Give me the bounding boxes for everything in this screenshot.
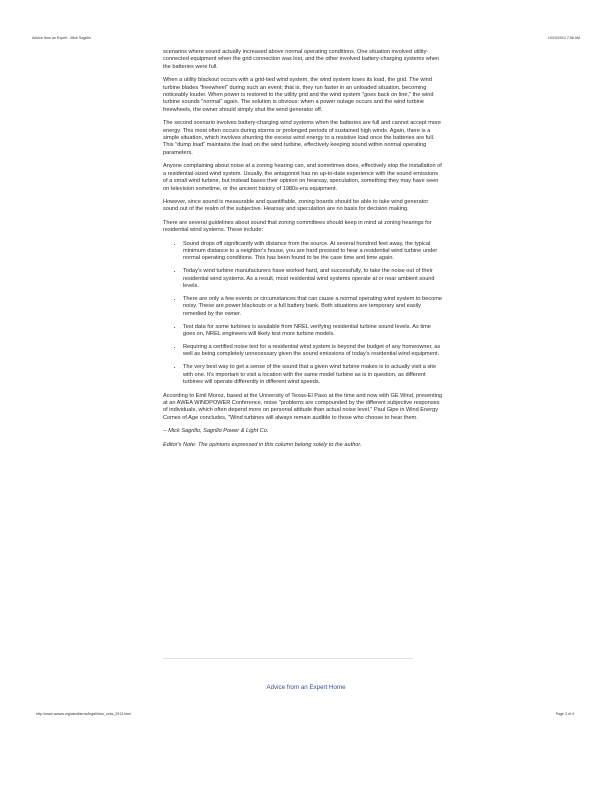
footer-page-number: Page 3 of 4 xyxy=(555,712,574,716)
print-footer xyxy=(36,712,574,720)
divider xyxy=(163,658,413,659)
list-item: • Requiring a certified noise test for a residential wind system is beyond the budget of any homeowner, as well as being completely unnecessary given the sound emissions of today's residential wind equipment. xyxy=(183,344,443,359)
byline: -- Mick Sagrillo, Sagrillo Power & Light Co. xyxy=(163,428,269,435)
list-item: • There are only a few events or circumstances that can cause a normal operating wind system to become noisy. These are power blackouts or a full battery bank. Both situations are temporary and easily remedied by the owner. xyxy=(183,296,443,318)
paragraph: When a utility blackout occurs with a grid-tied wind system, the wind system loses its load, the grid. The wind turbine blades "freewheel" during such an event; that is, they run faster in an unloaded situation, becoming noticeably louder. When power is restored to the utility grid and the wind system "goes back on line," the wind turbine sounds "normal" again. The solution is obvious: when a power outage occurs and the wind turbine freewheels, the owner should simply shut the wind generator off. xyxy=(163,77,434,113)
home-link[interactable]: Advice from an Expert Home xyxy=(266,684,346,691)
paragraph: However, since sound is measurable and quantifiable, zoning boards should be able to take wind generator sound out of the realm of the subjective. Hearsay and speculation are no basis for decision making. xyxy=(163,198,429,213)
print-header xyxy=(32,36,580,44)
article-body xyxy=(163,49,443,455)
paragraph: scenarios where sound actually increased above normal operating conditions. One situation involved utility-connected equipment when the grid connection was lost, and the other involved battery-charging systems when the batteries were full. xyxy=(163,49,440,70)
guidelines-list xyxy=(163,241,443,387)
header-title: Advice from an Expert - Mick Sagrillo xyxy=(32,36,91,40)
paragraph: According to Emil Moroz, based at the University of Texas-El Paso at the time and now with GE Wind, presenting at an AWEA WINDPOWER Conference, noise "problems are compounded by the different subjective responses of individuals, which often depend more on personal attitude than actual noise level." Paul Gipe in Wind Energy Comes of Age concludes, "Wind turbines will always remain audible to those who choose to hear them. xyxy=(163,392,443,421)
list-item: • Sound drops off significantly with distance from the source. At several hundred feet away, the typical minimum distance to a neighbor's house, you are hard pressed to hear a residential wind turbine under normal operating conditions. This has been found to be the case time and time again. xyxy=(183,241,443,263)
list-item: • Today's wind turbine manufacturers have worked hard, and successfully, to take the noise out of their residential wind systems. As a result, most residential wind systems operate at or near ambient sound levels. xyxy=(183,268,443,290)
paragraph: Anyone complaining about noise at a zoning hearing can, and sometimes does, effectively stop the installation of a residential-sized wind system. Usually, the antagonist has no up-to-date experience with the sound emissions of a small wind turbine, but instead bases their opinion on hearsay, speculation, something they may have seen on television sometime, or the ancient history of 1980s-era equipment. xyxy=(163,163,442,192)
list-item: • The very best way to get a sense of the sound that a given wind turbine makes is to actually visit a site with one. It's important to visit a location with the same model turbine as is in question, as different turbines will operate differently in different wind speeds. xyxy=(183,364,443,386)
footer-url: http://www.wwww.org/windfarms/legal/Irian_ocks_2913.html xyxy=(36,712,132,716)
header-datetime: 10/10/2012 7:56 AM xyxy=(547,36,580,40)
paragraph: The second scenario involves battery-charging wind systems when the batteries are full and cannot accept more energy. This most often occurs during storms or prolonged periods of sustained high winds. Again, there is a simple situation, which involves shunting the excess wind energy to a resistive load once the batteries are full. This "dump load" maintains the load on the wind turbine, effectively keeping sound within normal operating parameters. xyxy=(163,120,441,156)
editors-note: Editor's Note: The opinions expressed in this column belong solely to the author. xyxy=(163,441,362,448)
paragraph: There are several guidelines about sound that zoning committees should keep in mind at zoning hearings for residential wind systems. These include: xyxy=(163,219,432,234)
list-item: • Test data for some turbines is available from NREL verifying residential turbine sound levels. As time goes on, NREL engineers will likely test more turbine models. xyxy=(183,324,443,339)
